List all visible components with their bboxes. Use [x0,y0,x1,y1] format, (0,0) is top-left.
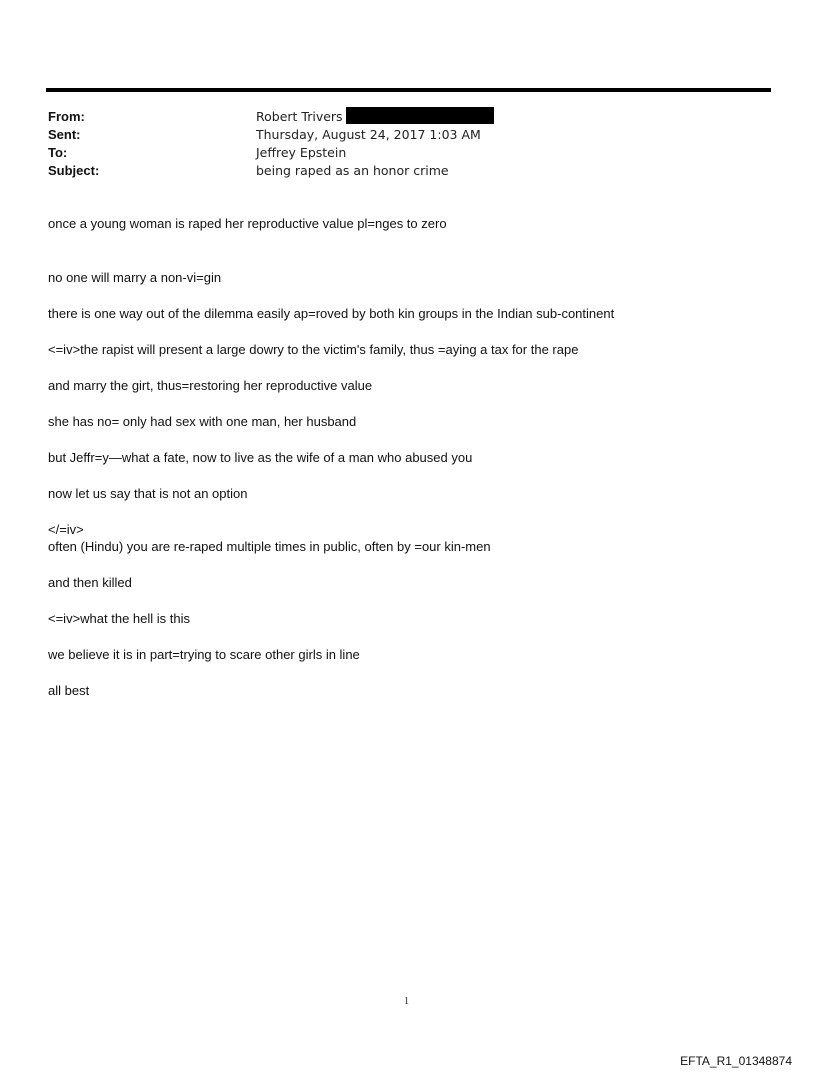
body-line: once a young woman is raped her reproductive value pl=nges to zero [48,216,447,231]
to-value: Jeffrey Epstein [256,144,347,160]
body-line: now let us say that is not an option [48,486,248,501]
body-line: she has no= only had sex with one man, her husband [48,414,357,429]
body-line: </=iv> [48,522,84,537]
body-line: but Jeffr=y—what a fate, now to live as the wife of a man who abused you [48,450,473,465]
subject-label: Subject: [48,162,100,178]
body-line: we believe it is in part=trying to scare other girls in line [48,647,360,662]
sent-label: Sent: [48,126,81,142]
to-label: To: [48,144,68,160]
sent-value: Thursday, August 24, 2017 1:03 AM [256,126,481,142]
from-value: Robert Trivers [256,108,343,124]
body-line: all best [48,683,90,698]
from-label: From: [48,108,85,124]
body-line: <=iv>what the hell is this [48,611,190,626]
redaction-bar [346,107,494,124]
body-line: and marry the girt, thus=restoring her reproductive value [48,378,373,393]
subject-value: being raped as an honor crime [256,162,449,178]
document-id: EFTA_R1_01348874 [680,1054,792,1068]
header-row-sent [48,125,748,143]
email-header [48,107,748,179]
body-line: no one will marry a non-vi=gin [48,270,222,285]
header-row-subject [48,161,748,179]
header-row-to [48,143,748,161]
body-line: <=iv>the rapist will present a large dowry to the victim's family, thus =aying a tax for the rape [48,342,579,357]
header-divider [46,88,771,92]
page-number: 1 [404,996,409,1007]
body-line: often (Hindu) you are re-raped multiple times in public, often by =our kin-men [48,539,491,554]
body-line: there is one way out of the dilemma easily ap=roved by both kin groups in the Indian sub-continent [48,306,615,321]
header-row-from [48,107,748,125]
body-line: and then killed [48,575,132,590]
